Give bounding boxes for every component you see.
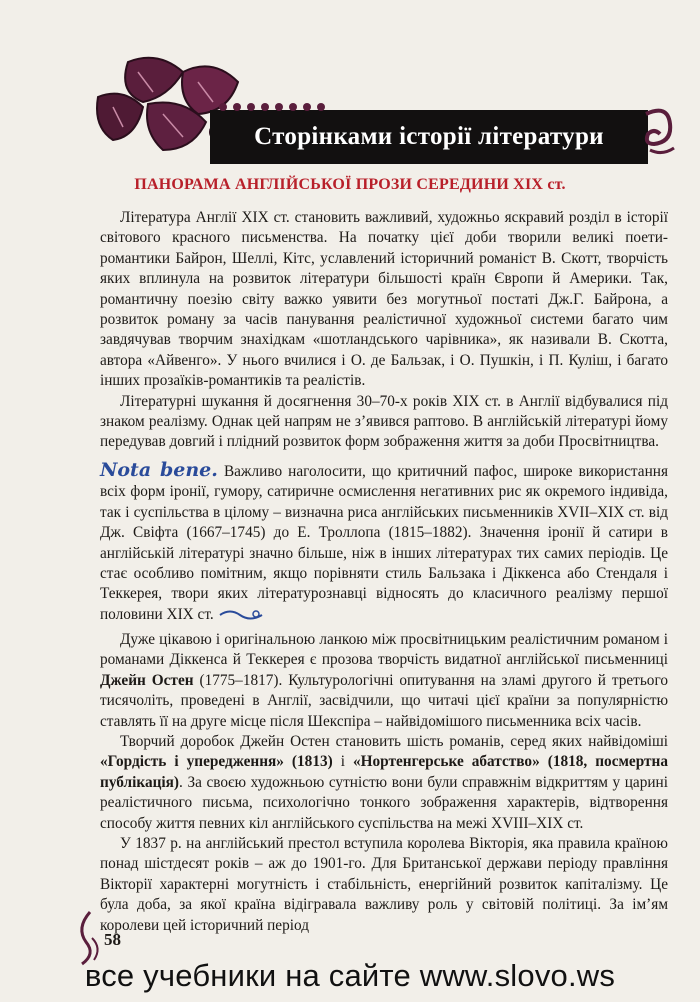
site-watermark-text: все учебники на сайте www.slovo.ws [84,958,616,993]
text-run: і [332,753,353,771]
text-block-austen [100,630,668,936]
section-title: Сторінками історії літератури [254,123,604,150]
paragraph: У 1837 р. на англійський престол вступила королева Вікторія, яка правила країною понад шістдесят років – аж до 1901-го. Для Британської держави періоду правління Вікторії характерні могутність і стабільність, енергійний розвиток капіталізму. Це була доба, за якої країна відігравала важливу роль у світовій політиці. За ім’ям королеви цей історичний період [100,835,668,934]
section-title-banner [210,110,648,164]
nota-bene-block [100,460,668,625]
nota-bene-label: Nota bene. [100,459,218,481]
nota-bene-paragraph [100,460,668,625]
chapter-heading: ПАНОРАМА АНГЛІЙСЬКОЇ ПРОЗИ СЕРЕДИНИ XIX ст. [134,176,566,193]
text-block-intro [100,208,668,453]
text-run: (1775–1817). Культурологічні опитування на зламі другого й третього тисячоліть, проведені в Англії, засвідчили, що читачі цієї країни за популярністю ставлять її на друге місце після Шекспіра – найвідомішого письменника всіх часів. [100,671,668,730]
novel-title: «Нортенгерське абатство» (1818, посмертна публікація) [100,753,668,791]
nota-bene-text: Важливо наголосити, що критичний пафос, широке використання всіх форм іронії, гумору, сатиричне осмислення негативних рис як окремого індивіда, так і суспільства в цілому – визначна риса англійських письменників XVII–XIX ст. від Дж. Свіфта (1667–1745) до Е. Троллопа (1815–1882). Значення іронії й сатири в англійській літературі значно більше, ніж в інших літературах тих самих періодів. Це стає особливо помітним, якщо порівняти стиль Бальзака і Діккенса або Стендаля і Теккерея, твори яких літературознавці відносять до класичного реалізму першої половини XIX ст. [100,463,668,623]
author-name: Джейн Остен [100,671,194,689]
dot-chain-icon [215,100,335,114]
paragraph: Літературні шукання й досягнення 30–70-х років XIX ст. в Англії відбувалися під знаком реалізму. Однак цей напрям не з’явився раптово. В англійській літературі йому передував довгий і плідний розвиток форм зображення життя за доби Просвітництва. [100,392,668,451]
paragraph: Література Англії XIX ст. становить важливий, художньо яскравий розділ в історії світового красного письменства. На початку цієї доби творили великі поети-романтики Байрон, Шеллі, Кітс, уславлений історичний романіст В. Скотт, творчість яких вплинула на розвиток літератури більшості країн Європи й Америки. Так, романтичну поезію світу важко уявити без могутньої постаті Дж.Г. Байрона, а розвиток роману за часів панування реалістичної художньої системи багато чим завдячував творчим знахідкам «шотландського чарівника», як називали В. Скотта, автора «Айвенго». У нього вчилися і О. де Бальзак, і О. Пушкін, і П. Куліш, і багато інших прозаїків-романтиків та реалістів. [100,209,668,390]
text-run: . За своєю художньою сутністю вони були справжнім відкриттям у царині реалістичного письма, психологічно тонкого зображення характерів, відтворення способу життя певних кіл англійського суспільства на межі XVIII–XIX ст. [100,773,668,832]
scroll-flourish-icon [640,104,680,160]
text-run: Творчий доробок Джейн Остен становить шість романів, серед яких найвідоміші [120,733,668,751]
paragraph [100,732,668,834]
novel-title: «Гордість і упередження» (1813) [100,753,333,771]
swirl-flourish-icon [218,608,264,622]
page-number: 58 [104,930,121,949]
paragraph [100,630,668,732]
text-run: Дуже цікавою і оригінальною ланкою між просвітницьким реалістичним романом і романами Діккенса й Теккерея є прозова творчість видатної англійської письменниці [100,631,668,669]
